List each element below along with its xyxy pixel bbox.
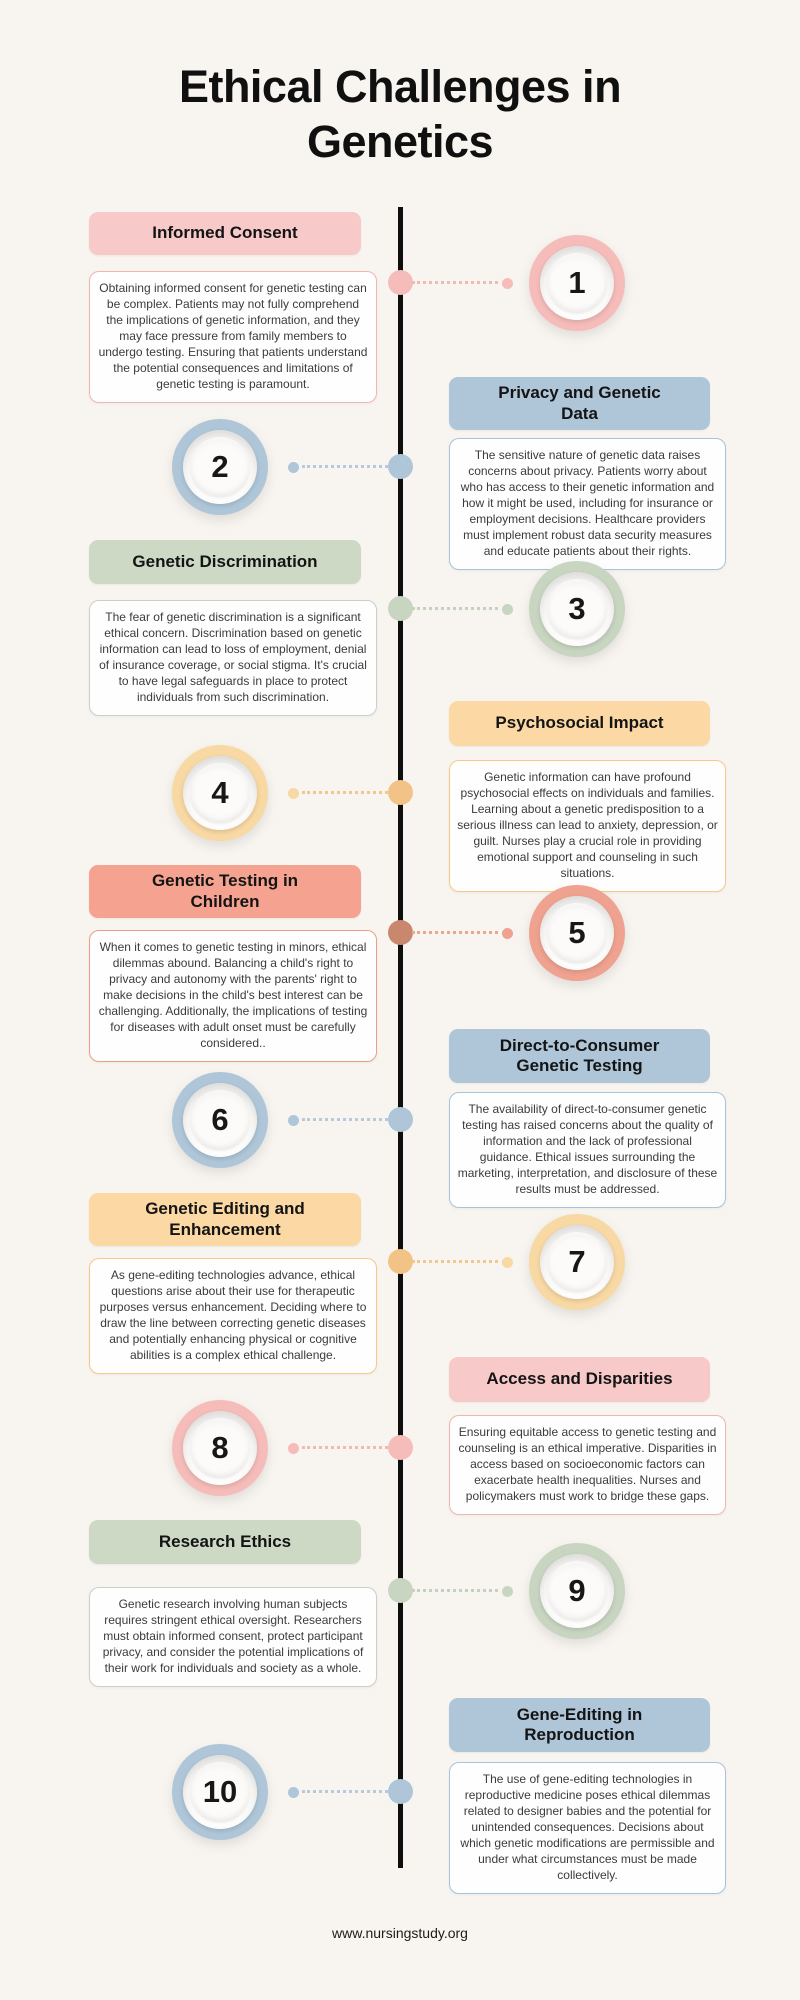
section-body: [89, 930, 377, 1062]
number-badge: [172, 419, 268, 515]
section-body: [89, 1587, 377, 1687]
section-body-text: As gene-editing technologies advance, ethical questions arise about their use for therapeutic purposes versus enhancement. Deciding where to draw the line between correcting genetic diseases and potentially enhancing physical or cognitive abilities is a complex ethical challenge.: [99, 1268, 367, 1362]
step-number: 7: [568, 1244, 586, 1279]
section-body-text: The availability of direct-to-consumer genetic testing has raised concerns about the quality of information and the lack of professional guidance. Ethical issues surrounding the marketing, interpretation, and disclosure of these results must be addressed.: [457, 1102, 718, 1196]
section-header-label: Informed Consent: [152, 223, 298, 243]
section-body-text: When it comes to genetic testing in minors, ethical dilemmas abound. Balancing a child's right to privacy and autonomy with the parents' right to make decisions in the child's best interest can be challenging. Additionally, the implications of testing for diseases with adult onset must be carefully considered..: [98, 940, 368, 1050]
section-body: [449, 760, 726, 892]
connector-dotted-line: [302, 465, 388, 468]
step-number: 5: [568, 915, 586, 950]
website-url: www.nursingstudy.org: [332, 1925, 468, 1941]
number-badge-plate: [183, 1755, 257, 1829]
connector-dotted-line: [302, 1118, 388, 1121]
section-header-label: Access and Disparities: [486, 1369, 673, 1389]
section-header: [89, 865, 361, 918]
number-badge: [529, 235, 625, 331]
connector-end-dot: [502, 278, 513, 289]
number-badge-plate: [183, 1411, 257, 1485]
number-badge-plate: [183, 756, 257, 830]
section-header-label: Genetic Discrimination: [132, 551, 318, 571]
connector-end-dot: [502, 1257, 513, 1268]
number-badge-plate: [540, 246, 614, 320]
step-number: 10: [202, 1774, 238, 1809]
section-header-label: Gene-Editing in Reproduction: [516, 1704, 643, 1744]
section-header-label: Psychosocial Impact: [495, 713, 664, 733]
number-badge-plate: [540, 1225, 614, 1299]
step-number: 9: [568, 1573, 586, 1608]
step-number: 6: [211, 1102, 229, 1137]
number-badge-plate: [183, 1083, 257, 1157]
timeline-node-dot: [388, 1435, 413, 1460]
number-badge: [529, 1543, 625, 1639]
connector-dotted-line: [302, 1790, 388, 1793]
number-badge-plate: [540, 572, 614, 646]
connector-end-dot: [502, 604, 513, 615]
timeline-node-dot: [388, 780, 413, 805]
section-body-text: Ensuring equitable access to genetic testing and counseling is an ethical imperative. Disparities in access based on socioeconomic factors can exacerbate health inequalities. Nurses and policymakers must work to bridge these gaps.: [458, 1425, 717, 1503]
step-number: 8: [211, 1430, 229, 1465]
section-body-text: The fear of genetic discrimination is a significant ethical concern. Discrimination based on genetic information can lead to loss of employment, denial of insurance coverage, or social stigma. It's crucial to have legal safeguards in place to protect individuals from such discrimination.: [99, 610, 367, 704]
timeline-node-dot: [388, 596, 413, 621]
section-header-label: Research Ethics: [158, 1531, 292, 1551]
section-header: [89, 212, 361, 255]
section-header: [449, 377, 710, 430]
section-header: [449, 1698, 710, 1752]
step-number: 2: [211, 449, 229, 484]
section-body: [89, 271, 377, 403]
connector-end-dot: [288, 1787, 299, 1798]
section-header: [449, 701, 710, 746]
connector-end-dot: [288, 788, 299, 799]
section-body: [449, 438, 726, 570]
section-header-label: Direct-to-Consumer Genetic Testing: [499, 1035, 660, 1075]
timeline-node-dot: [388, 270, 413, 295]
timeline-node-dot: [388, 454, 413, 479]
section-header-label: Genetic Editing and Enhancement: [145, 1199, 305, 1239]
section-body: [89, 600, 377, 716]
connector-dotted-line: [302, 791, 388, 794]
step-number: 3: [568, 591, 586, 626]
number-badge: [172, 1400, 268, 1496]
section-body-text: Obtaining informed consent for genetic testing can be complex. Patients may not fully comprehend the implications of genetic information, and they may face pressure from family members to undergo testing. Ensuring that patients understand the potential consequences and limitations of genetic testing is paramount.: [98, 281, 368, 391]
section-header: [89, 1520, 361, 1564]
timeline-node-dot: [388, 920, 413, 945]
section-header: [89, 1193, 361, 1246]
timeline-node-dot: [388, 1107, 413, 1132]
section-body-text: Genetic research involving human subjects requires stringent ethical oversight. Researchers must obtain informed consent, protect participant privacy, and consider the potential implications of their work for individuals and society as a whole.: [102, 1597, 364, 1675]
number-badge: [529, 1214, 625, 1310]
connector-dotted-line: [412, 1589, 498, 1592]
step-number: 4: [211, 775, 229, 810]
connector-dotted-line: [302, 1446, 388, 1449]
connector-end-dot: [288, 462, 299, 473]
timeline-node-dot: [388, 1578, 413, 1603]
connector-end-dot: [502, 1586, 513, 1597]
step-number: 1: [568, 265, 586, 300]
section-header: [89, 540, 361, 584]
number-badge: [172, 1072, 268, 1168]
connector-dotted-line: [412, 607, 498, 610]
connector-end-dot: [288, 1443, 299, 1454]
number-badge-plate: [540, 896, 614, 970]
section-body-text: The sensitive nature of genetic data raises concerns about privacy. Patients worry about who has access to their genetic information and how it might be used, including for insurance or employment decisions. Healthcare providers must implement robust data security measures and educate patients about their rights.: [460, 448, 715, 558]
section-header: [449, 1029, 710, 1083]
section-body: [89, 1258, 377, 1374]
number-badge: [172, 1744, 268, 1840]
section-body: [449, 1415, 726, 1515]
number-badge: [172, 745, 268, 841]
section-body-text: The use of gene-editing technologies in reproductive medicine poses ethical dilemmas related to designer babies and the potential for unintended consequences. Decisions about which genetic modifications are permissible and under what circumstances must be made collectively.: [460, 1772, 715, 1882]
page-title: Ethical Challenges in Genetics: [178, 61, 622, 168]
section-header: [449, 1357, 710, 1402]
number-badge-plate: [540, 1554, 614, 1628]
connector-dotted-line: [412, 281, 498, 284]
number-badge-plate: [183, 430, 257, 504]
connector-dotted-line: [412, 1260, 498, 1263]
connector-dotted-line: [412, 931, 498, 934]
section-header-label: Genetic Testing in Children: [151, 871, 299, 911]
number-badge: [529, 561, 625, 657]
connector-end-dot: [502, 928, 513, 939]
section-body: [449, 1762, 726, 1894]
timeline-node-dot: [388, 1779, 413, 1804]
number-badge: [529, 885, 625, 981]
section-body: [449, 1092, 726, 1208]
connector-end-dot: [288, 1115, 299, 1126]
timeline-node-dot: [388, 1249, 413, 1274]
section-body-text: Genetic information can have profound psychosocial effects on individuals and families. Learning about a genetic predisposition to a serious illness can lead to anxiety, depression, or guilt. Nurses play a crucial role in providing emotional support and counseling in such situations.: [457, 770, 718, 880]
section-header-label: Privacy and Genetic Data: [498, 383, 661, 423]
